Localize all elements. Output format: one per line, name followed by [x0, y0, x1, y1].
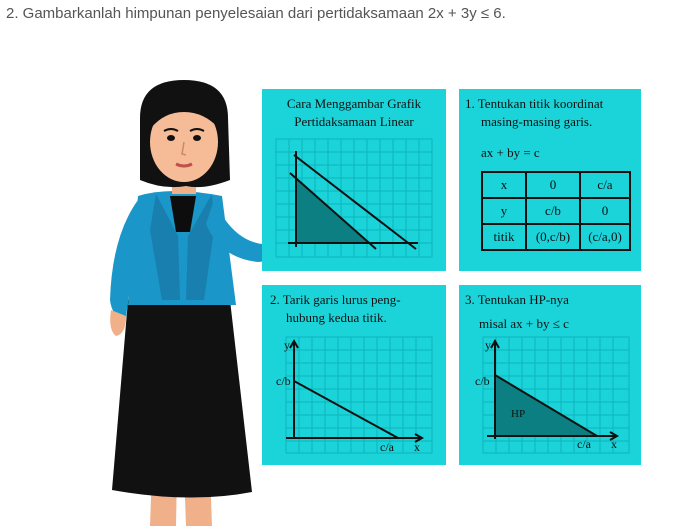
- table-cell: (0,c/b): [526, 224, 580, 250]
- y-axis-label: y: [284, 338, 290, 352]
- region-label: HP: [511, 408, 526, 420]
- table-cell: y: [482, 198, 526, 224]
- y-intercept-label: c/b: [475, 374, 490, 388]
- skirt-shape: [112, 300, 252, 498]
- panel2-equation: ax + by = c: [481, 145, 540, 160]
- table-cell: c/a: [580, 172, 630, 198]
- x-axis-label: x: [414, 440, 420, 454]
- x-axis-label: x: [611, 437, 617, 451]
- coordinate-table: [481, 171, 631, 251]
- y-intercept-label: c/b: [276, 374, 291, 388]
- panel2-line1: 1. Tentukan titik koordinat: [465, 96, 604, 111]
- panel1-title-line1: Cara Menggambar Grafik: [286, 96, 422, 111]
- table-cell: titik: [482, 224, 526, 250]
- table-cell: 0: [580, 198, 630, 224]
- panel-step1: [459, 89, 641, 271]
- panel4-graph: [459, 285, 641, 465]
- table-row: [482, 224, 630, 250]
- connecting-line: [294, 381, 398, 438]
- panel-step3: [459, 285, 641, 465]
- question-text: 2. Gambarkanlah himpunan penyelesaian dari pertidaksamaan 2x + 3y ≤ 6.: [6, 5, 506, 22]
- panel3-line2: hubung kedua titik.: [286, 310, 387, 325]
- panel4-line1: 3. Tentukan HP-nya: [465, 292, 569, 307]
- panel-step2: [262, 285, 446, 465]
- x-intercept-label: c/a: [380, 440, 394, 454]
- panel1-graph: [262, 89, 446, 271]
- panel3-line1: 2. Tarik garis lurus peng-: [270, 292, 401, 307]
- table-cell: c/b: [526, 198, 580, 224]
- table-row: [482, 172, 630, 198]
- panel3-graph: [262, 285, 446, 465]
- panel-graph-method: [262, 89, 446, 271]
- panel4-line2: misal ax + by ≤ c: [479, 316, 569, 331]
- table-cell: 0: [526, 172, 580, 198]
- table-row: [482, 198, 630, 224]
- table-cell: x: [482, 172, 526, 198]
- x-intercept-label: c/a: [577, 437, 591, 451]
- panel1-title-line2: Pertidaksamaan Linear: [294, 114, 414, 129]
- table-cell: (c/a,0): [580, 224, 630, 250]
- panel2-line2: masing-masing garis.: [481, 114, 593, 129]
- y-axis-label: y: [485, 338, 491, 352]
